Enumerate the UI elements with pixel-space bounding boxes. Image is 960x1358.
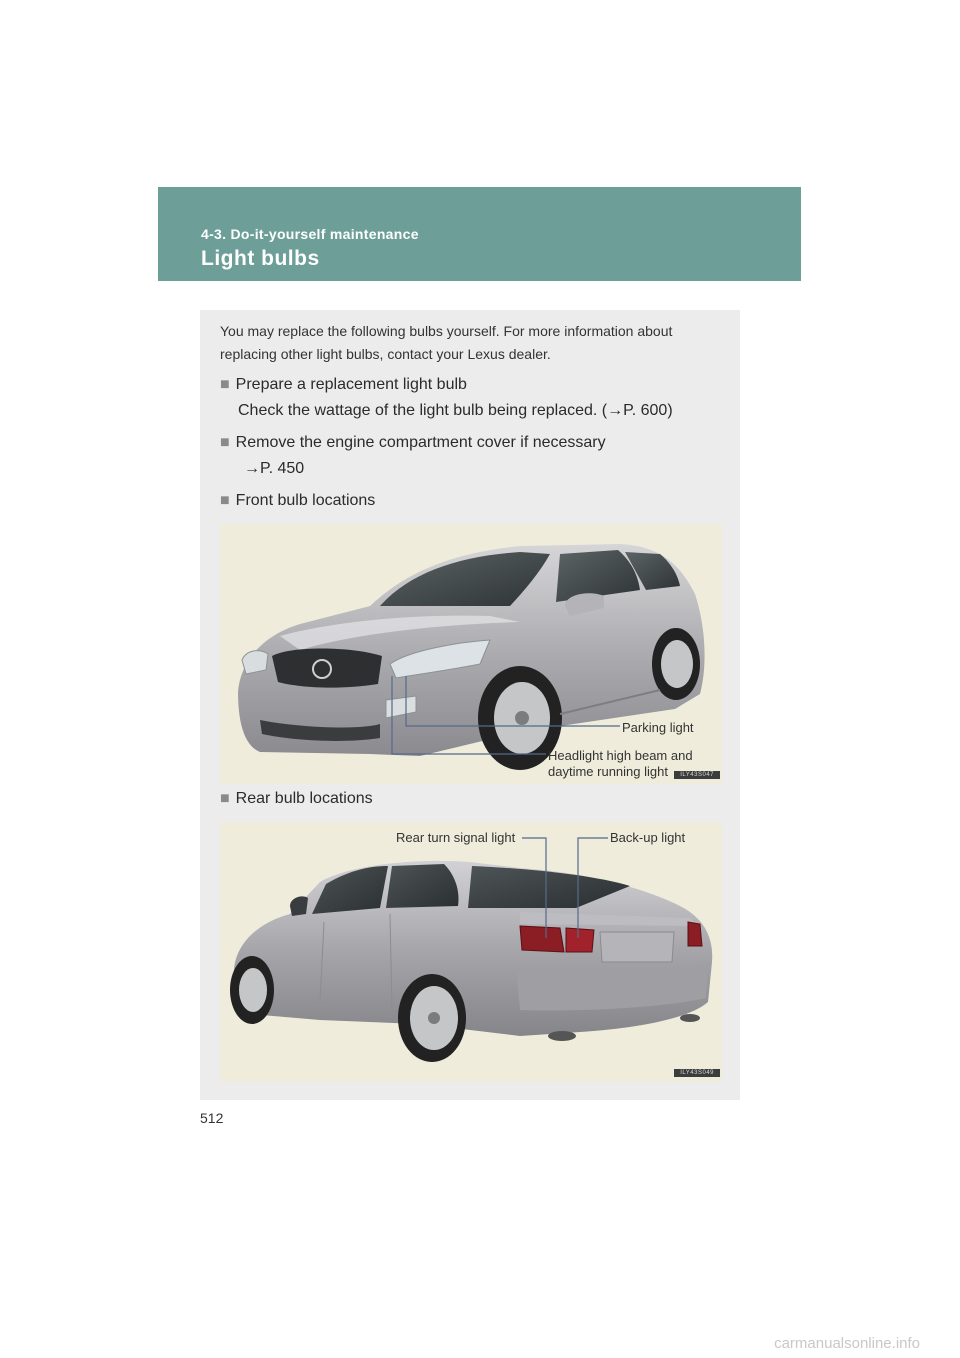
rear-bulb-figure bbox=[220, 822, 722, 1082]
figure-code: ILY43S049 bbox=[674, 1069, 720, 1077]
figure-code: ILY43S047 bbox=[674, 771, 720, 779]
intro-text: You may replace the following bulbs yourself. For more information about replacing other light bulbs, contact your Lexus dealer. bbox=[220, 323, 673, 362]
content-box bbox=[200, 310, 740, 1100]
heading-rear-bulbs: ■ Rear bulb locations bbox=[220, 790, 373, 807]
page-number: 512 bbox=[200, 1110, 224, 1126]
front-car-illustration bbox=[220, 524, 722, 784]
bullet-icon: ■ bbox=[220, 790, 230, 807]
watermark: carmanualsonline.info bbox=[774, 1335, 920, 1352]
front-bulb-figure bbox=[220, 524, 722, 784]
remove-cover-ref: →P. 450 bbox=[244, 460, 305, 477]
callout-headlight-line1: Headlight high beam and bbox=[548, 748, 693, 763]
callout-rear-turn-signal: Rear turn signal light bbox=[396, 830, 516, 845]
section-header bbox=[158, 187, 801, 281]
bullet-icon: ■ bbox=[220, 376, 230, 393]
callout-parking-light: Parking light bbox=[622, 720, 694, 735]
section-label: 4-3. Do-it-yourself maintenance bbox=[201, 226, 419, 242]
callout-backup-light: Back-up light bbox=[610, 830, 686, 845]
bullet-icon: ■ bbox=[220, 492, 230, 509]
heading-remove-cover: ■ Remove the engine compartment cover if necessary bbox=[220, 434, 606, 451]
prepare-bulb-text: Check the wattage of the light bulb being replaced. (→P. 600) bbox=[238, 402, 673, 419]
heading-front-bulbs: ■ Front bulb locations bbox=[220, 492, 376, 509]
heading-prepare-bulb: ■ Prepare a replacement light bulb bbox=[220, 376, 467, 393]
callout-headlight-line2: daytime running light bbox=[548, 764, 668, 779]
rear-car-illustration bbox=[220, 822, 722, 1082]
bullet-icon: ■ bbox=[220, 434, 230, 451]
page-title: Light bulbs bbox=[201, 247, 320, 270]
